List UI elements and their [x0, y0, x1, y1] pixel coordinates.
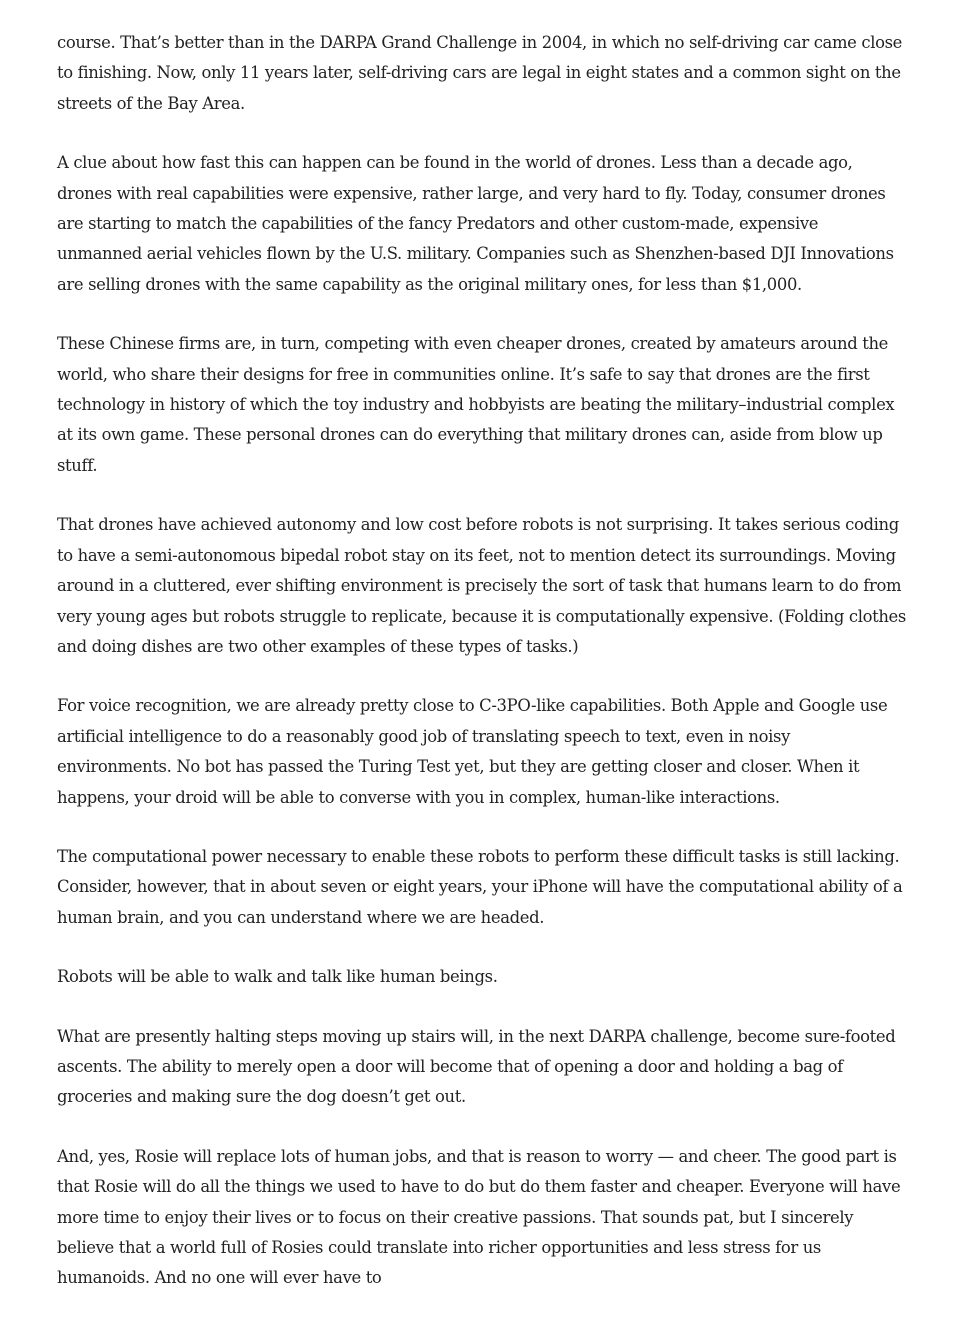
paragraph-rosie-jobs: And, yes, Rosie will replace lots of human jobs, and that is reason to worry — and cheer. The good part is that Rosie will do all the things we used to have to do but do them faster and cheaper. Everyone will have more time to enjoy their lives or to focus on their creative passions. That sounds pat, but I sincerely believe that a world full of Rosies could translate into richer opportunities and less stress for us humanoids. And no one will ever have to	[57, 1146, 901, 1288]
paragraph-darpa-challenge: What are presently halting steps moving up stairs will, in the next DARPA challenge, become sure-footed ascents. The ability to merely open a door will become that of opening a door and holding a bag of groceries and making sure the dog doesn’t get out.	[57, 1026, 896, 1107]
paragraph-chinese-firms: These Chinese firms are, in turn, competing with even cheaper drones, created by amateurs around the world, who share their designs for free in communities online. It’s safe to say that drones are the first technology in history of which the toy industry and hobbyists are beating the military–industrial complex at its own game. These personal drones can do everything that military drones can, aside from blow up stuff.	[57, 334, 895, 475]
paragraph-drones-clue: A clue about how fast this can happen can be found in the world of drones. Less than a decade ago, drones with real capabilities were expensive, rather large, and very hard to fly. Today, consumer drones are starting to match the capabilities of the fancy Predators and other custom-made, expensive unmanned aerial vehicles flown by the U.S. military. Companies such as Shenzhen-based DJI Innovations are selling drones with the same capability as the original military ones, for less than $1,000.	[57, 153, 894, 294]
paragraph-computational-power: The computational power necessary to enable these robots to perform these difficult tasks is still lacking. Consider, however, that in about seven or eight years, your iPhone will have the computational ability of a human brain, and you can understand where we are headed.	[57, 846, 903, 927]
paragraph-walk-talk: Robots will be able to walk and talk like human beings.	[57, 967, 498, 987]
paragraph-voice-recognition: For voice recognition, we are already pretty close to C-3PO-like capabilities. Both Apple and Google use artificial intelligence to do a reasonably good job of translating speech to text, even in noisy environments. No bot has passed the Turing Test yet, but they are getting closer and closer. When it happens, your droid will be able to converse with you in complex, human-like interactions.	[57, 696, 888, 807]
paragraph-autonomy-cost: That drones have achieved autonomy and low cost before robots is not surprising. It takes serious coding to have a semi-autonomous bipedal robot stay on its feet, not to mention detect its surroundings. Moving around in a cluttered, ever shifting environment is precisely the sort of task that humans learn to do from very young ages but robots struggle to replicate, because it is computationally expensive. (Folding clothes and doing dishes are two other examples of these types of tasks.)	[57, 515, 906, 656]
article-body	[57, 28, 907, 1323]
paragraph-self-driving: course. That’s better than in the DARPA Grand Challenge in 2004, in which no self-driving car came close to finishing. Now, only 11 years later, self-driving cars are legal in eight states and a common sight on the streets of the Bay Area.	[57, 33, 903, 113]
